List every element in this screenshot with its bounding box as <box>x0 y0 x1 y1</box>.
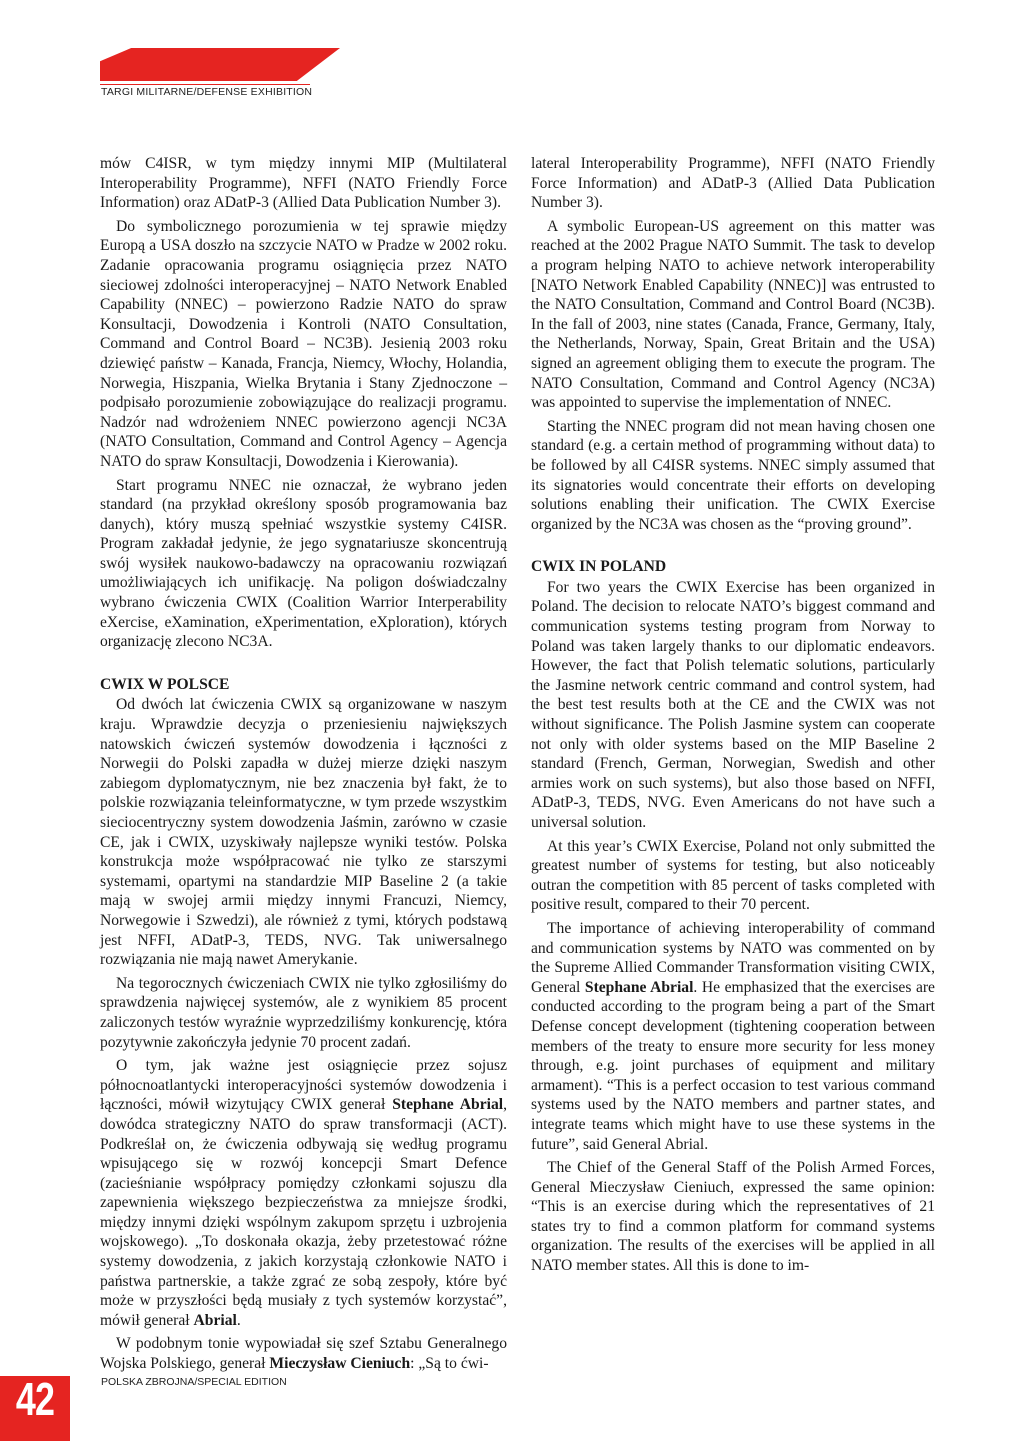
section-label: TARGI MILITARNE/DEFENSE EXHIBITION <box>101 86 313 98</box>
paragraph <box>531 919 935 1154</box>
right-column-english <box>531 154 935 1280</box>
paragraph: The Chief of the General Staff of the Polish Armed Forces, General Mieczysław Cieniuch, expressed the same opinion: “This is an exercise during which the representatives of 21 states try to find a common platform for command systems organization. The results of the exercises will be applied in all NATO member states. All this is done to im- <box>531 1159 935 1275</box>
spacer <box>531 538 935 557</box>
person-name: Abrial <box>193 1311 237 1329</box>
spacer <box>100 656 507 675</box>
text-run: : „Są to ćwi- <box>410 1355 489 1373</box>
paragraph: For two years the CWIX Exercise has been organized in Poland. The decision to relocate NATO’s biggest command and communication systems testing program from Norway to Poland was taken largely thanks to our diplomatic endeavors. However, the fact that Polish telematic solutions, particularly the Jasmine network centric command and control system, had the best test results both at the CE and the CWIX was not without significance. The Polish Jasmine system can cooperate not only with older systems based on the MIP Baseline 2 standard (French, German, Norwegian, Swedish and other armies work on such systems), but also those based on NFFI, ADatP-3, TEDS, NVG. Even Americans do not have such a universal solution. <box>531 578 935 831</box>
section-heading: CWIX IN POLAND <box>531 558 667 576</box>
header-red-tab <box>100 48 340 81</box>
paragraph: A symbolic European-US agreement on this matter was reached at the 2002 Prague NATO Summit. The task to develop a program helping NATO to achieve network interoperability [NATO Network Enabled Capability (NNEC)] was entrusted to the NATO Consultation, Command and Control Board (NC3B). In the fall of 2003, nine states (Canada, France, Germany, Italy, the Netherlands, Norway, Spain, Great Britain and the USA) signed an agreement obliging them to execute the program. The NATO Consultation, Command and Control Agency (NC3A) was appointed to supervise the implementation of NNEC. <box>531 217 935 412</box>
paragraph: Start programu NNEC nie oznaczał, że wybrano jeden standard (na przykład określony sposób programowania baz danych), który muszą spełniać wszystkie systemy C4ISR. Program zakładał jedynie, że jego sygnatariusze skoncentrują swój wysiłek naukowo-badawczy na opracowaniu rozwiązań umożliwiających ich unifikację. Na poligon doświadczalny wybrano ćwiczenia CWIX (Coalition Warrior Interperability eXercise, eXamination, eXperimentation, eXploration), których organizację zlecono NC3A. <box>100 476 507 651</box>
paragraph: Od dwóch lat ćwiczenia CWIX są organizowane w naszym kraju. Wprawdzie decyzja o przeniesieniu największych natowskich ćwiczeń systemów dowodzenia i łączności z Norwegii do Polski zapadła w dużej mierze dzięki naszym zabiegom dyplomatycznym, nie bez znaczenia był fakt, że to polskie rozwiązania teleinformatyczne, w tym przede wszystkim sieciocentryczny system dowodzenia Jaśmin, zarówno w czasie CE, jak i CWIX, uzyskiwały najlepsze wyniki testów. Polska konstrukcja może współpracować nie tylko ze starszymi systemami, opartymi na standardzie MIP Baseline 2 (a takie mają w swojej armii między innymi Francuzi, Niemcy, Norwegowie i Szwedzi), ale również z tymi, których podstawą jest NFFI, ADatP-3, TEDS, NVG. Tak uniwersalnego rozwiązania nie mają nawet Amerykanie. <box>100 696 507 969</box>
text-run: The importance of achieving interoperability of command and communication systems by NATO was commented on by the Supreme Allied Commander Transformation visiting CWIX, General <box>531 919 935 996</box>
paragraph: lateral Interoperability Programme), NFFI (NATO Friendly Force Information) and ADatP-3 (Allied Data Publication Number 3). <box>531 155 935 212</box>
paragraph: Starting the NNEC program did not mean having chosen one standard (e.g. a certain method of programming without data) to be followed by all C4ISR systems. NNEC simply assumed that its signatories would concentrate their efforts on developing solutions enabling their unification. The CWIX Exercise organized by the NC3A was chosen as the “proving ground”. <box>531 417 935 533</box>
publication-label: POLSKA ZBROJNA/SPECIAL EDITION <box>101 1376 287 1388</box>
person-name: Mieczysław Cieniuch <box>269 1355 411 1373</box>
text-run: W podobnym tonie wypowiadał się szef Sztabu Generalnego Wojska Polskiego, generał <box>100 1335 507 1373</box>
paragraph: Do symbolicznego porozumienia w tej sprawie między Europą a USA doszło na szczycie NATO w Pradze w 2002 roku. Zadanie opracowania programu osiągnięcia przez NATO sieciowej zdolności interoperacyjnej – NATO Network Enabled Capability (NNEC) – powierzono Radzie NATO do spraw Konsultacji, Dowodzenia i Kontroli (NATO Consultation, Command and Control Board – NC3B). Jesienią 2003 roku dziewięć państw – Kanada, Francja, Niemcy, Włochy, Holandia, Norwegia, Hiszpania, Wielka Brytania i Stany Zjednoczone – podpisało porozumienie zobowiązujące do realizacji programu. Nadzór nad wdrożeniem NNEC powierzono agencji NC3A (NATO Consultation, Command and Control Agency – Agencja NATO do spraw Konsultacji, Dowodzenia i Kierowania). <box>100 217 507 470</box>
section-heading: CWIX W POLSCE <box>100 675 230 693</box>
person-name: Stephane Abrial <box>392 1096 504 1114</box>
paragraph <box>100 1056 507 1330</box>
text-run: O tym, jak ważne jest osiągnięcie przez sojusz północnoatlantycki interoperacyjności systemów dowodzenia i łączności, mówił wizytujący CWIX generał <box>100 1057 507 1114</box>
paragraph <box>100 1334 507 1373</box>
paragraph: At this year’s CWIX Exercise, Poland not only submitted the greatest number of systems for testing, but also noticeably outran the competition with 85 percent of tasks completed with positive result, compared to their 70 percent. <box>531 837 935 914</box>
header-rule <box>100 84 310 85</box>
person-name: Stephane Abrial <box>584 978 694 996</box>
paragraph: Na tegorocznych ćwiczeniach CWIX nie tylko zgłosiliśmy do sprawdzenia najwięcej systemów, ale z wynikiem 85 procent zaliczonych testów wyraźnie wyprzedziliśmy konkurencję, która pozytywnie zakończyła jedynie 70 procent zadań. <box>100 974 507 1051</box>
text-run: . He emphasized that the exercises are conducted according to the program being a part of the Smart Defense concept development (tightening cooperation between members of the treaty to ensure more security for less money through, e.g. joint purchases of equipment and military armament). “This is a perfect occasion to test various command systems used by the NATO members and partner states, and integrate teams which might have to use these systems in the future”, said General Abrial. <box>531 978 935 1153</box>
text-run: . <box>236 1311 241 1329</box>
text-run: , dowódca strategiczny NATO do spraw transformacji (ACT). Podkreślał on, że ćwiczenia odbywają się według programu wpisującego się w rozwój koncepcji Smart Defence (zacieśnianie współpracy pomiędzy członkami sojuszu dla zapewnienia większego bezpieczeństwa za mniejsze środki, między innymi dzięki wspólnym zakupom sprzętu i uzbrojenia wojskowego). „To doskonała okazja, żeby przetestować różne systemy dowodzenia, z jakich korzystają członkowie NATO i państwa partnerskie, a także zgrać ze sobą zespoły, które być może w przyszłości będą musiały z tych systemów korzystać”, mówił generał <box>100 1096 507 1329</box>
page-number: 42 <box>15 1373 55 1425</box>
paragraph: mów C4ISR, w tym między innymi MIP (Multilateral Interoperability Programme), NFFI (NATO Friendly Force Information) oraz ADatP-3 (Allied Data Publication Number 3). <box>100 155 507 212</box>
left-column-polish <box>100 154 507 1378</box>
